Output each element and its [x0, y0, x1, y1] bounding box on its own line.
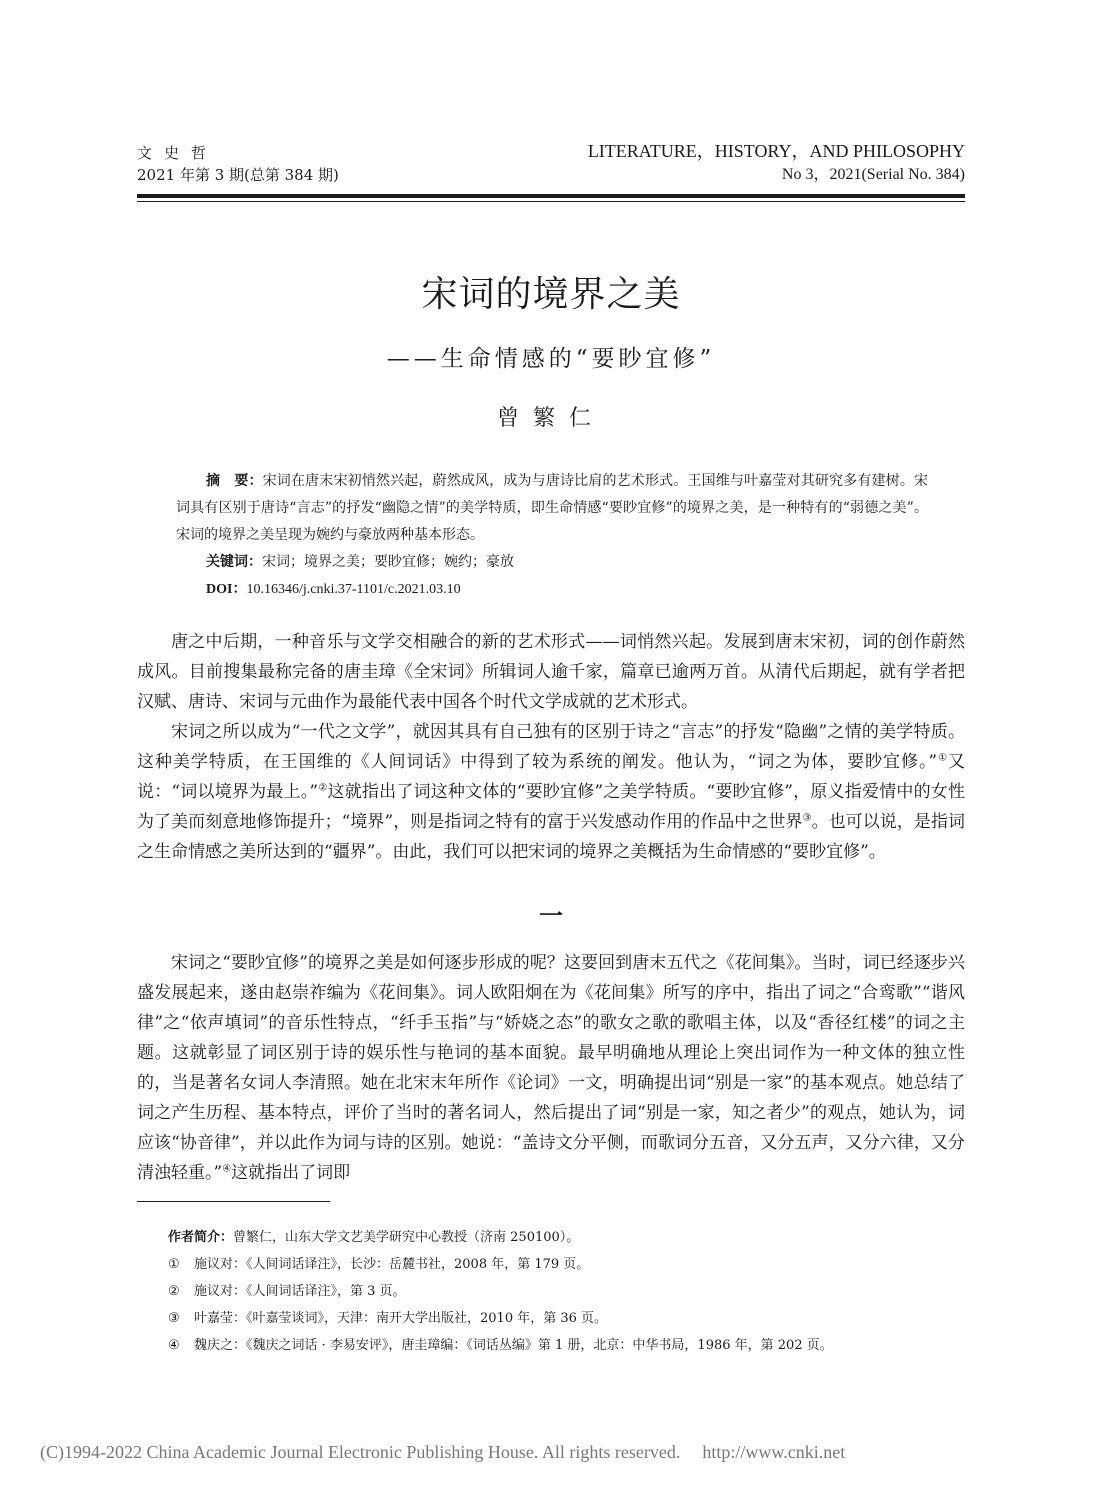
cnki-url-link[interactable]: http://www.cnki.net — [702, 1442, 846, 1462]
copyright-notice — [40, 1442, 845, 1463]
body-paragraph-2 — [137, 717, 965, 867]
header-right — [588, 140, 965, 186]
article-author: 曾繁仁 — [496, 406, 605, 431]
body-paragraph-2-part-c: 这就指出了词这种文体的“要眇宜修”之美学特质。“要眇宜修”，原义指爱情中的女性为了美而刻意地修饰提升；“境界”，则是指词之特有的富于兴发感动作用的作品中之世界 — [137, 782, 965, 832]
footnote-1 — [168, 1251, 968, 1278]
doi-text: 10.16346/j.cnki.37-1101/c.2021.03.10 — [246, 582, 461, 597]
abstract-label: 摘 要： — [206, 473, 263, 489]
article-title: 宋词的境界之美 — [421, 274, 681, 315]
footnote-4-text: 魏庆之：《魏庆之词话 · 李易安评》，唐圭璋编：《词话丛编》第 1 册，北京：中华书局，1986 年，第 202 页。 — [194, 1338, 833, 1353]
article-subtitle: ——生命情感的“要眇宜修” — [386, 346, 716, 372]
abstract-block — [176, 468, 928, 603]
keywords-text: 宋词；境界之美；要眇宜修；婉约；豪放 — [262, 554, 514, 570]
author-bio-label: 作者简介： — [168, 1230, 234, 1245]
footnotes-block — [168, 1224, 968, 1359]
issue-en: No 3，2021(Serial No. 384) — [781, 166, 965, 183]
footnote-3-mark: ③ — [168, 1311, 180, 1326]
abstract-text: 宋词在唐末宋初悄然兴起，蔚然成风，成为与唐诗比肩的艺术形式。王国维与叶嘉莹对其研究多有建树。宋词具有区别于唐诗“言志”的抒发“幽隐之情”的美学特质，即生命情感“要眇宜修”的境界之美，是一种特有的“弱德之美”。宋词的境界之美呈现为婉约与豪放两种基本形态。 — [176, 473, 928, 543]
author-bio — [168, 1224, 968, 1251]
body-paragraph-2-part-d: 。也可以说，是指词之生命情感之美所达到的“疆界”。由此，我们可以把宋词的境界之美概括为生命情感的“要眇宜修”。 — [137, 812, 966, 862]
body-section-intro — [137, 627, 965, 867]
body-paragraph-2-part-a: 宋词之所以成为“一代之文学”，就因其具有自己独有的区别于诗之“言志”的抒发“隐幽”之情的美学特质。这种美学特质，在王国维的《人间词话》中得到了较为系统的阐发。他认为，“词之为体，要眇宜修。” — [137, 722, 965, 772]
footnote-2-mark: ② — [168, 1284, 180, 1299]
doi-label: DOI： — [206, 582, 247, 597]
body-paragraph-3-part-b: 这就指出了词即 — [231, 1163, 351, 1183]
header-rule-thick — [137, 194, 965, 198]
copyright-text: (C)1994-2022 China Academic Journal Electronic Publishing House. All rights reserved. — [40, 1442, 681, 1462]
section-heading-1: 一 — [539, 901, 563, 930]
body-paragraph-1: 唐之中后期，一种音乐与文学交相融合的新的艺术形式——词悄然兴起。发展到唐末宋初，词的创作蔚然成风。目前搜集最称完备的唐圭璋《全宋词》所辑词人逾千家，篇章已逾两万首。从清代后期起，就有学者把汉赋、唐诗、宋词与元曲作为最能代表中国各个时代文学成就的艺术形式。 — [137, 632, 965, 712]
header-left — [137, 142, 339, 186]
body-paragraph-3-part-a: 宋词之“要眇宜修”的境界之美是如何逐步形成的呢？这要回到唐末五代之《花间集》。当时，词已经逐步兴盛发展起来，遂由赵崇祚编为《花间集》。词人欧阳炯在为《花间集》所写的序中，指出了词之“合鸾歌”“谐风律”之“依声填词”的音乐性特点，“纤手玉指”与“娇娆之态”的歌女之歌的歌唱主体，以及“香径红楼”的词之主题。这就彰显了词区别于诗的娱乐性与艳词的基本面貌。最早明确地从理论上突出词作为一种文体的独立性的，当是著名女词人李清照。她在北宋末年所作《论词》一文，明确提出词“别是一家”的基本观点。她总结了词之产生历程、基本特点，评价了当时的著名词人，然后提出了词“别是一家，知之者少”的观点，她认为，词应该“协音律”，并以此作为词与诗的区别。她说：“盖诗文分平侧，而歌词分五音，又分五声，又分六律，又分清浊轻重。” — [137, 953, 965, 1183]
body-paragraph-3 — [137, 948, 965, 1188]
journal-name-cn: 文史哲 — [137, 144, 219, 162]
body-paragraph-2-part-b: 又说：“词以境界为最上。” — [137, 752, 965, 802]
author-bio-text: 曾繁仁，山东大学文艺美学研究中心教授（济南 250100）。 — [233, 1230, 580, 1245]
keywords-line — [176, 549, 928, 576]
footnote-3-text: 叶嘉莹：《叶嘉莹谈词》，天津：南开大学出版社，2010 年，第 36 页。 — [194, 1311, 608, 1326]
footnote-1-mark: ① — [168, 1257, 180, 1272]
journal-name-en: LITERATURE，HISTORY，AND PHILOSOPHY — [587, 141, 965, 161]
footnote-2-text: 施议对：《人间词话译注》，第 3 页。 — [194, 1284, 406, 1299]
footnote-ref-1[interactable]: ① — [937, 752, 948, 764]
abstract-paragraph — [176, 468, 928, 549]
footnote-ref-2[interactable]: ② — [318, 782, 328, 794]
header-rule-thin — [137, 201, 965, 202]
doi-line — [176, 576, 928, 603]
footnote-ref-4[interactable]: ④ — [222, 1163, 232, 1175]
footnote-4 — [168, 1332, 968, 1359]
footnote-ref-3[interactable]: ③ — [802, 812, 812, 824]
footnote-1-text: 施议对：《人间词话译注》，长沙：岳麓书社，2008 年，第 179 页。 — [194, 1257, 590, 1272]
keywords-label: 关键词： — [206, 554, 262, 570]
footnote-3 — [168, 1305, 968, 1332]
issue-cn: 2021 年第 3 期(总第 384 期) — [137, 166, 339, 184]
footnote-4-mark: ④ — [168, 1338, 180, 1353]
body-section-1 — [137, 948, 965, 1188]
footnote-2 — [168, 1278, 968, 1305]
footnote-rule — [137, 1201, 330, 1202]
